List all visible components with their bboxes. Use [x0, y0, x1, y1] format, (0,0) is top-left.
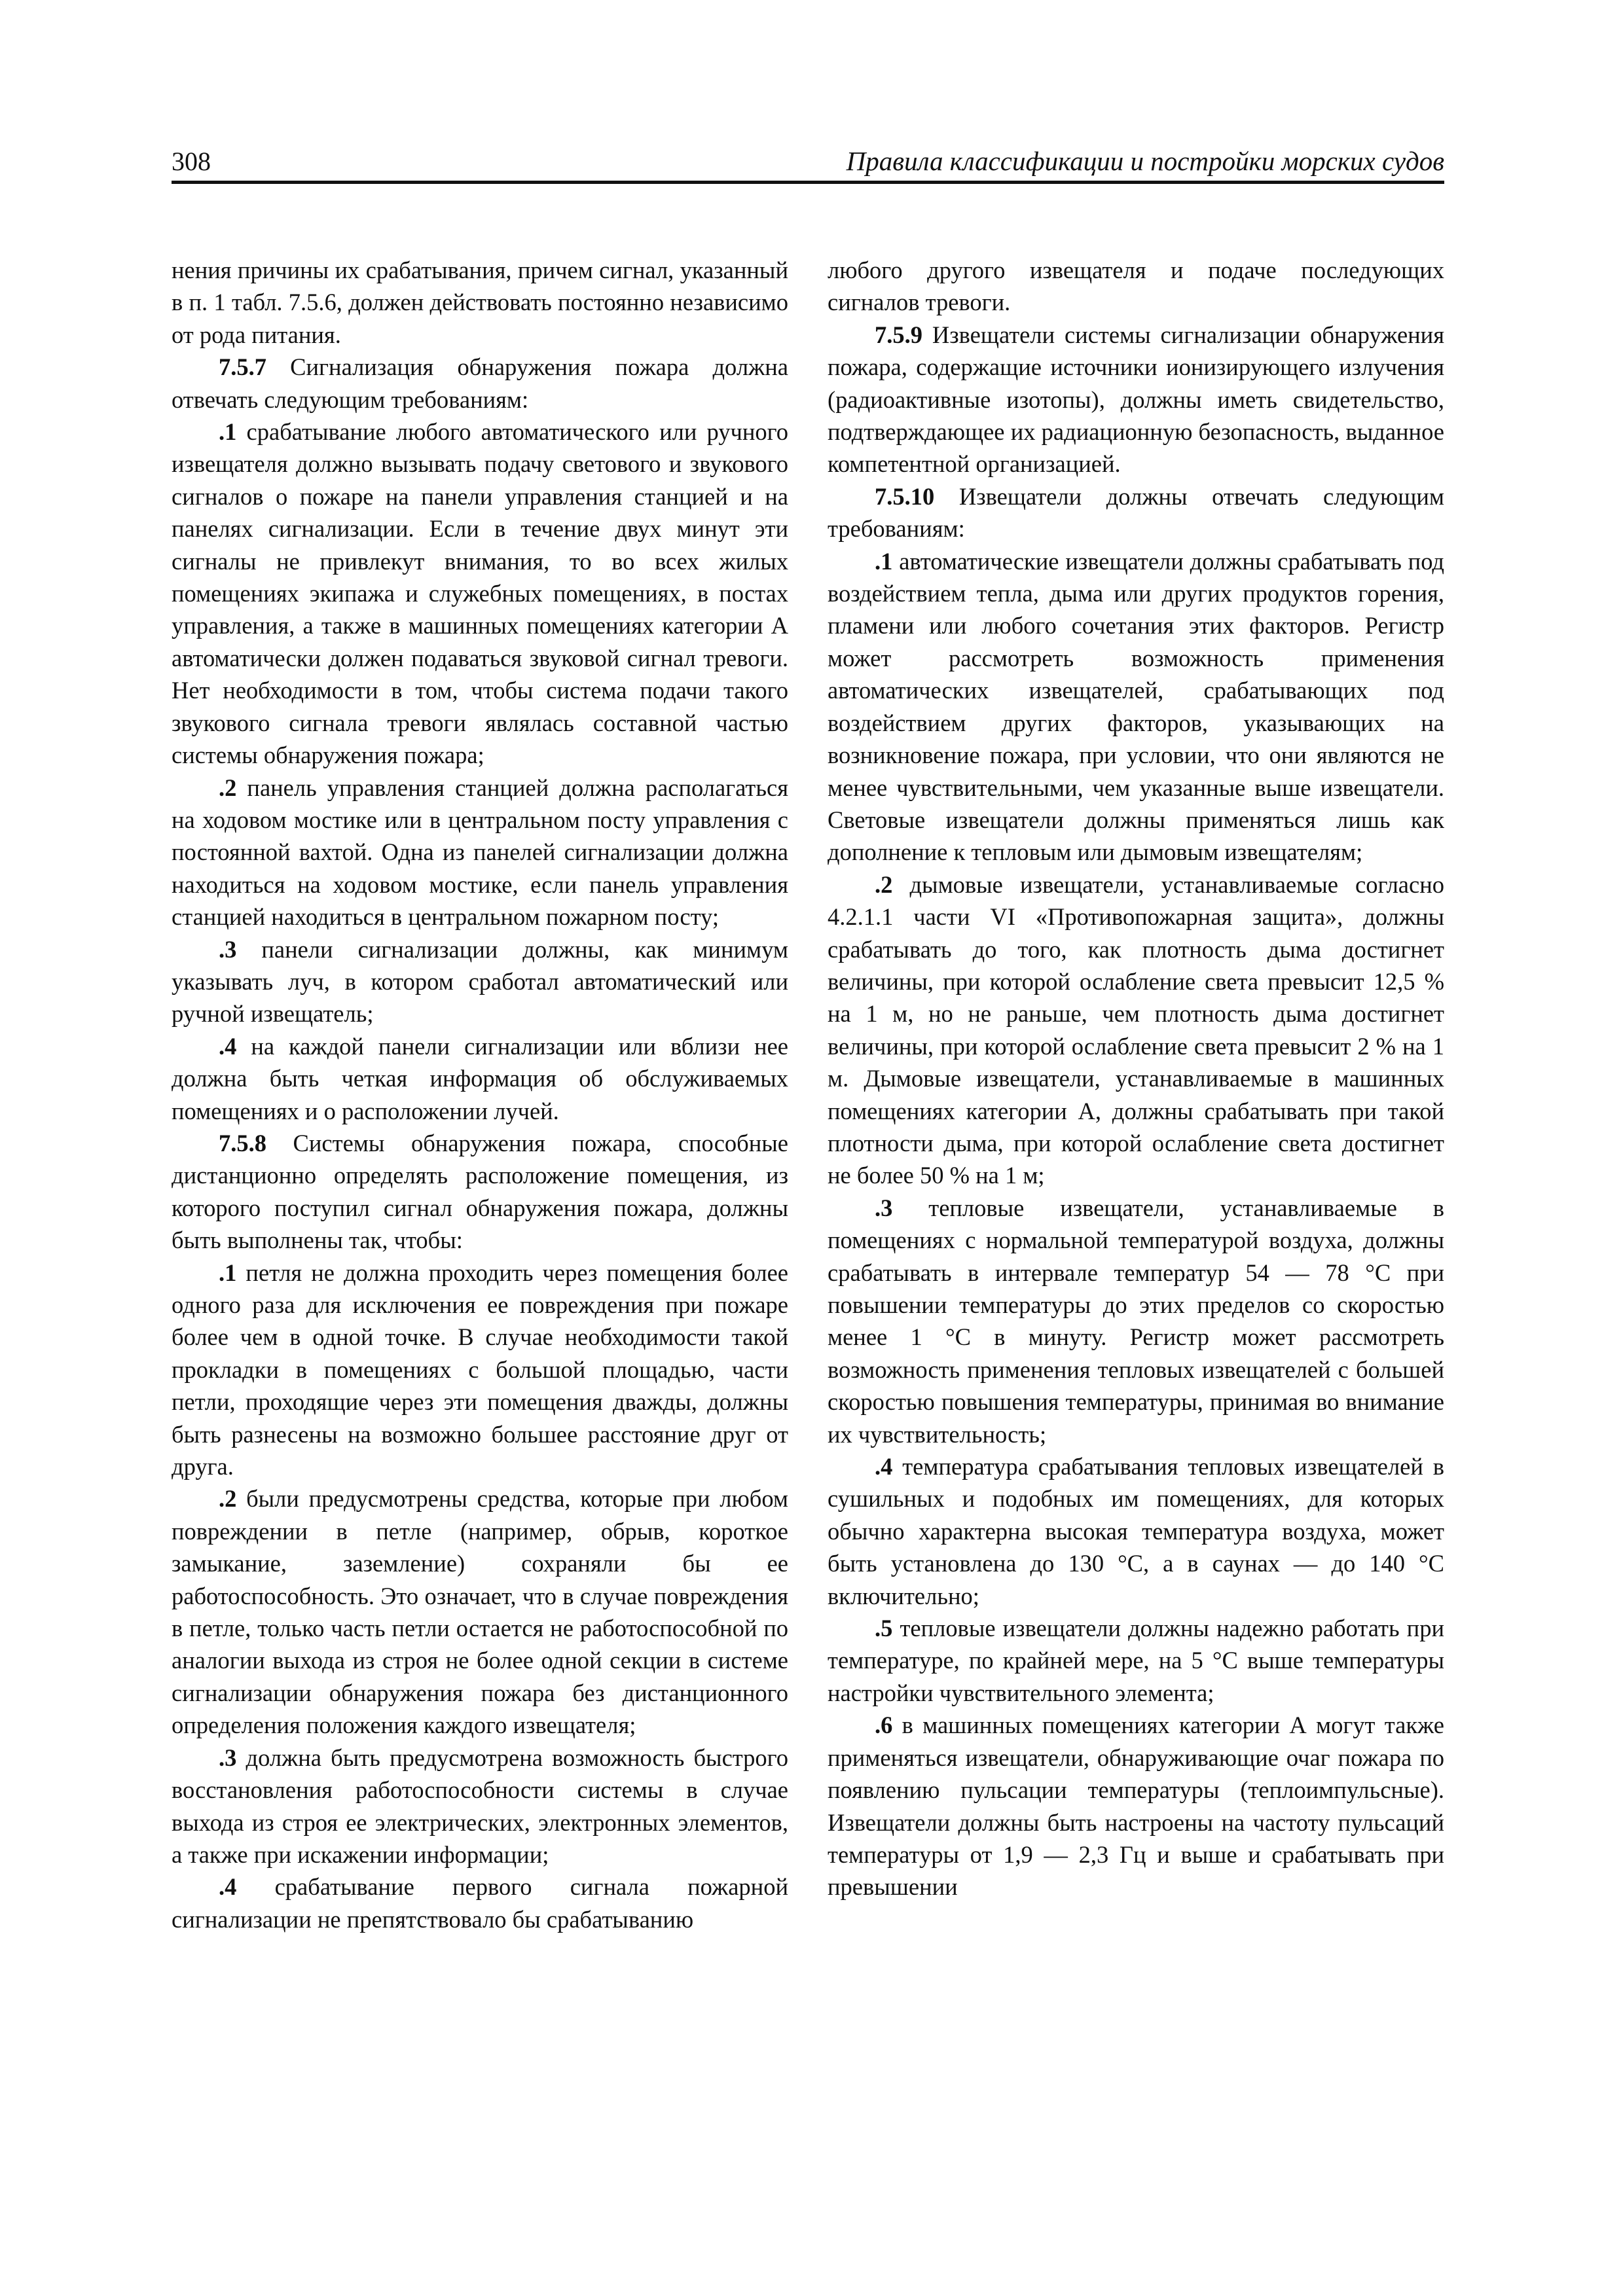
paragraph: [828, 1612, 1444, 1709]
paragraph: [172, 351, 788, 416]
paragraph: [172, 1482, 788, 1741]
clause-number: 7.5.10: [875, 482, 935, 510]
paragraph: [828, 1709, 1444, 1903]
paragraph-text: срабатывание первого сигнала пожарной сигнализации не препятствовало бы срабатыванию: [172, 1873, 788, 1933]
paragraph-text: Извещатели должны отвечать следующим требованиям:: [828, 482, 1444, 543]
item-number: .4: [219, 1032, 237, 1060]
paragraph-text: автоматические извещатели должны срабатывать под воздействием тепла, дыма или других продуктов горения, пламени или любого сочетания этих факторов. Регистр может рассмотреть возможность применения автоматических извещателей, срабатывающих под воздействием других факторов, указывающих на возникновение пожара, при условии, что они являются не менее чувствительными, чем указанные выше извещатели. Световые извещатели должны применяться лишь как дополнение к тепловым или дымовым извещателям;: [828, 547, 1444, 866]
paragraph-text: срабатывание любого автоматического или ручного извещателя должно вызывать подачу светового и звукового сигналов о пожаре на панели управления станцией и на панелях сигнализации. Если в течение двух минут эти сигналы не привлекут внимания, то во всех жилых помещениях экипажа и служебных помещениях, в постах управления, а также в машинных помещениях категории А автоматически должен подаваться звуковой сигнал тревоги. Нет необходимости в том, чтобы система подачи такого звукового сигнала тревоги являлась составной частью системы обнаружения пожара;: [172, 418, 788, 769]
item-number: .1: [219, 1259, 237, 1286]
paragraph-text: дымовые извещатели, устанавливаемые согласно 4.2.1.1 части VI «Противопожарная защита», должны срабатывать до того, как плотность дыма достигнет величины, при которой ослабление света превысит 12,5 % на 1 м, но не раньше, чем плотность дыма достигнет величины, при которой ослабление света превысит 2 % на 1 м. Дымовые извещатели, устанавливаемые в машинных помещениях категории А, должны срабатывать при такой плотности дыма, при которой ослабление света достигнет не более 50 % на 1 м;: [828, 870, 1444, 1189]
paragraph-text: в машинных помещениях категории А могут также применяться извещатели, обнаруживающие очаг пожара по появлению пульсации температуры (теплоимпульсные). Извещатели должны быть настроены на частоту пульсаций температуры от 1,9 — 2,3 Гц и выше и срабатывать при превышении: [828, 1712, 1444, 1901]
item-number: .2: [219, 774, 237, 801]
paragraph-text: нения причины их срабатывания, причем сигнал, указанный в п. 1 табл. 7.5.6, должен действовать постоянно независимо от рода питания.: [172, 257, 788, 348]
paragraph: [172, 1127, 788, 1257]
paragraph: [828, 1192, 1444, 1450]
item-number: .5: [875, 1615, 893, 1642]
paragraph: [172, 254, 788, 351]
item-number: .4: [219, 1873, 237, 1901]
item-number: .2: [875, 870, 893, 898]
item-number: .3: [875, 1194, 893, 1221]
paragraph-text: были предусмотрены средства, которые при любом повреждении в петле (например, обрыв, короткое замыкание, заземление) сохраняли бы ее работоспособность. Это означает, что в случае повреждения в петле, только часть петли остается не работоспособной по аналогии выхода из строя не более одной секции в системе сигнализации обнаружения пожара без дистанционного определения положения каждого извещателя;: [172, 1485, 788, 1739]
paragraph-text: должна быть предусмотрена возможность быстрого восстановления работоспособности системы в случае выхода из строя ее электрических, электронных элементов, а также при искажении информации;: [172, 1744, 788, 1868]
paragraph: [828, 319, 1444, 480]
item-number: .2: [219, 1485, 237, 1513]
clause-number: 7.5.8: [219, 1129, 266, 1157]
paragraph-text: тепловые извещатели, устанавливаемые в помещениях с нормальной температурой воздуха, должны срабатывать в интервале температур 54 — 78 °С при повышении температуры до этих пределов со скоростью менее 1 °С в минуту. Регистр может рассмотреть возможность применения тепловых извещателей с большей скоростью повышения температуры, принимая во внимание их чувствительность;: [828, 1194, 1444, 1448]
paragraph-text: петля не должна проходить через помещения более одного раза для исключения ее повреждения при пожаре более чем в одной точке. В случае необходимости такой прокладки в помещениях с большой площадью, части петли, проходящие через эти помещения дважды, должны быть разнесены на возможно большее расстояние друг от друга.: [172, 1259, 788, 1480]
paragraph: [172, 933, 788, 1030]
paragraph: [172, 1742, 788, 1871]
right-column: [828, 254, 1444, 1903]
item-number: .1: [219, 418, 237, 446]
left-column: [172, 254, 788, 1935]
paragraph-text: любого другого извещателя и подаче последующих сигналов тревоги.: [828, 257, 1444, 316]
paragraph-text: на каждой панели сигнализации или вблизи нее должна быть четкая информация об обслуживаемых помещениях и о расположении лучей.: [172, 1032, 788, 1124]
paragraph: [828, 545, 1444, 869]
item-number: .3: [219, 1744, 237, 1771]
paragraph-text: Извещатели системы сигнализации обнаружения пожара, содержащие источники ионизирующего излучения (радиоактивные изотопы), должны иметь свидетельство, подтверждающее их радиационную безопасность, выданное компетентной организацией.: [828, 321, 1444, 478]
item-number: .4: [875, 1453, 893, 1480]
paragraph-text: тепловые извещатели должны надежно работать при температуре, по крайней мере, на 5 °С выше температуры настройки чувствительного элемента;: [828, 1615, 1444, 1706]
paragraph: [828, 254, 1444, 319]
clause-number: 7.5.9: [875, 321, 922, 348]
paragraph-text: температура срабатывания тепловых извещателей в сушильных и подобных им помещениях, для которых обычно характерна высокая температура воздуха, может быть установлена до 130 °С, а в саунах — до 140 °С включительно;: [828, 1453, 1444, 1609]
paragraph-text: Системы обнаружения пожара, способные дистанционно определять расположение помещения, из которого поступил сигнал обнаружения пожара, должны быть выполнены так, чтобы:: [172, 1129, 788, 1254]
paragraph: [172, 1030, 788, 1127]
paragraph: [828, 480, 1444, 545]
paragraph: [172, 416, 788, 771]
paragraph: [828, 1450, 1444, 1612]
paragraph: [172, 1871, 788, 1935]
clause-number: 7.5.7: [219, 353, 266, 381]
item-number: .6: [875, 1712, 893, 1739]
paragraph: [172, 772, 788, 933]
running-title: Правила классификации и постройки морских судов: [846, 146, 1444, 176]
paragraph-text: панель управления станцией должна располагаться на ходовом мостике или в центральном посту управления с постоянной вахтой. Одна из панелей сигнализации должна находиться на ходовом мостике, если панель управления станцией находиться в центральном пожарном посту;: [172, 774, 788, 931]
paragraph: [172, 1257, 788, 1483]
paragraph-text: панели сигнализации должны, как минимум указывать луч, в котором сработал автоматический или ручной извещатель;: [172, 935, 788, 1028]
item-number: .1: [875, 547, 893, 575]
paragraph-text: Сигнализация обнаружения пожара должна отвечать следующим требованиям:: [172, 353, 788, 413]
page-header: [172, 140, 1444, 184]
item-number: .3: [219, 935, 237, 963]
page-number: 308: [172, 147, 211, 176]
paragraph: [828, 869, 1444, 1192]
